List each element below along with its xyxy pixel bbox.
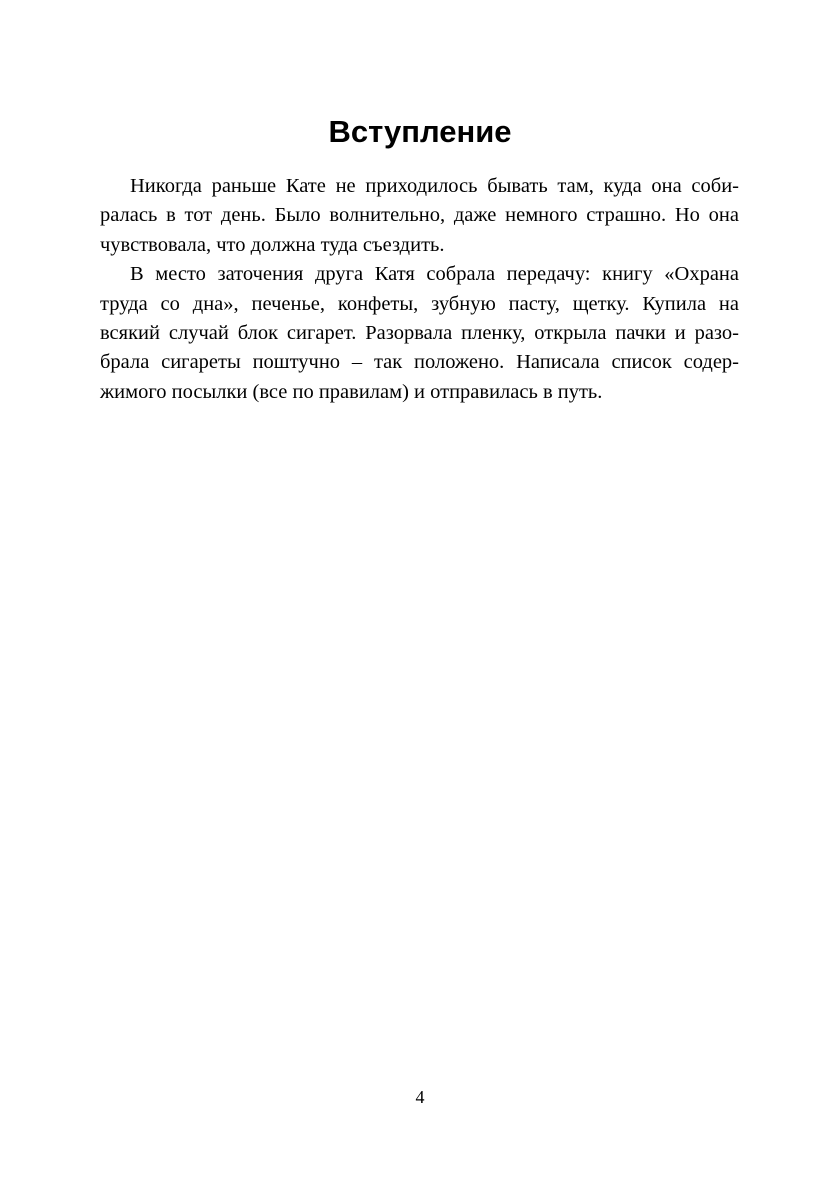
text-line: ралась в тот день. Было волнительно, даже немного страшно. Но она: [100, 204, 739, 227]
paragraph: [100, 172, 739, 260]
text-line: жимого посылки (все по правилам) и отправилась в путь.: [100, 380, 603, 403]
text-line: Никогда раньше Кате не приходилось бывать там, куда она соби-: [130, 175, 739, 197]
chapter-body: [100, 172, 739, 407]
text-line: брала сигареты поштучно – так положено. Написала список содер-: [100, 351, 739, 374]
text-line: труда со дна», печенье, конфеты, зубную пасту, щетку. Купила на: [100, 292, 739, 315]
chapter-title: Вступление: [328, 114, 512, 149]
text-line: чувствовала, что должна туда съездить.: [100, 233, 445, 256]
paragraph: [100, 260, 739, 407]
text-line: всякий случай блок сигарет. Разорвала пленку, открыла пачки и разо-: [100, 321, 739, 344]
page-number: 4: [415, 1087, 425, 1107]
text-line: В место заточения друга Катя собрала передачу: книгу «Охрана: [130, 263, 739, 286]
